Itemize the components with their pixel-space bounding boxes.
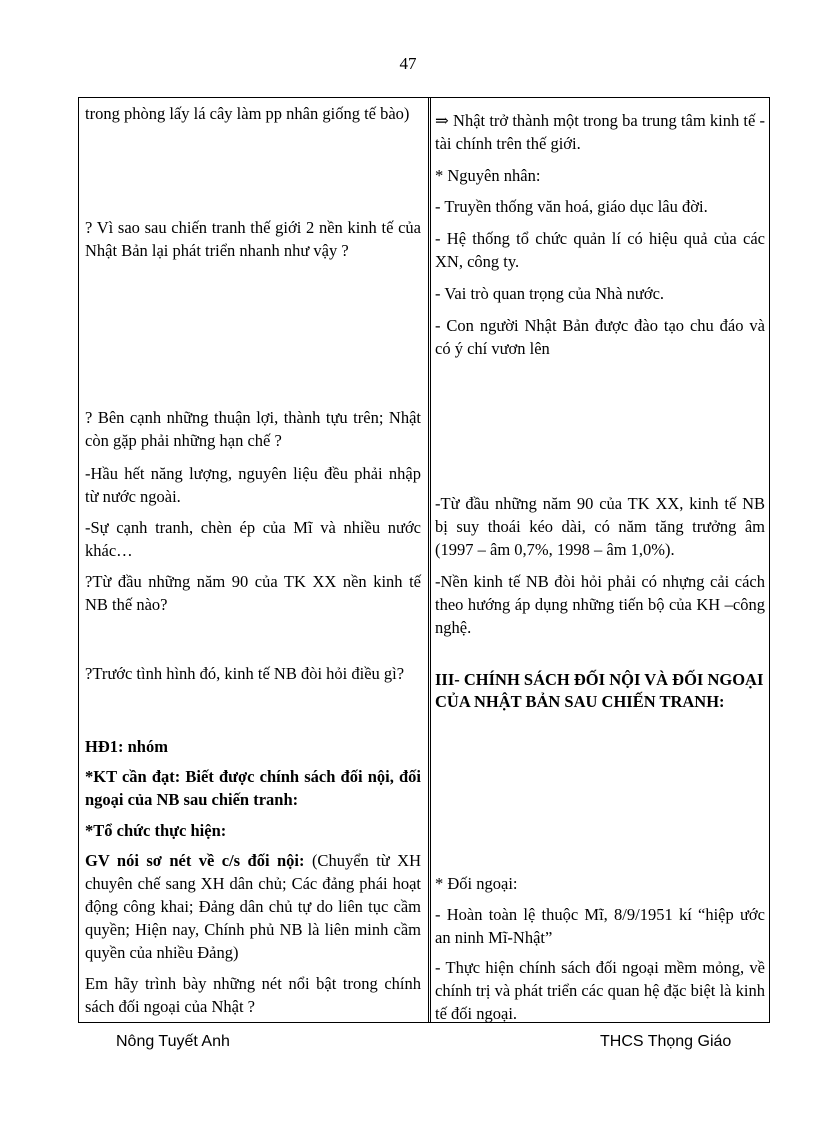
lesson-table	[78, 97, 770, 1023]
column-divider	[428, 98, 431, 1022]
right-conclusion-text: Nhật trở thành một trong ba trung tâm kinh tế - tài chính trên thế giới.	[435, 111, 766, 153]
right-foreign-1: - Hoàn toàn lệ thuộc Mĩ, 8/9/1951 kí “hiệp ước an ninh Mĩ-Nhật”	[435, 905, 765, 947]
left-gv-text	[85, 849, 421, 964]
left-text-1: trong phòng lấy lá cây làm pp nhân giống tế bào)	[85, 104, 410, 123]
footer-school: THCS Thọng Giáo	[600, 1033, 732, 1050]
gv-label: GV nói sơ nét về c/s đối nội:	[85, 851, 305, 870]
footer-author: Nông Tuyết Anh	[116, 1033, 230, 1050]
gv-content: (Chuyển từ XH chuyên chế sang XH dân chủ; Các đảng phái hoạt động công khai; Đảng dân chủ tự do liên tục cầm quyền; Hiện nay, Chính phủ NB là liên minh cầm quyền của nhiều Đảng)	[85, 851, 421, 962]
left-question-3: ?Từ đầu những năm 90 của TK XX nền kinh tế NB thế nào?	[85, 572, 421, 614]
right-cause-heading: * Nguyên nhân:	[435, 166, 541, 185]
left-question-5: Em hãy trình bày những nét nổi bật trong chính sách đối ngoại của Nhật ?	[85, 974, 421, 1016]
right-reform: -Nền kinh tế NB đòi hỏi phải có nhựng cải cách theo hướng áp dụng những tiến bộ của KH –công nghệ.	[435, 572, 765, 637]
left-question-1: ? Vì sao sau chiến tranh thế giới 2 nền kinh tế của Nhật Bản lại phát triển nhanh như vậy ?	[85, 218, 421, 260]
page-number: 47	[399, 54, 417, 73]
arrow-icon: ⇒	[435, 111, 449, 130]
right-conclusion	[435, 109, 765, 155]
right-foreign-2: - Thực hiện chính sách đối ngoại mềm mỏng, về chính trị và phát triển các quan hệ đặc biệt là kinh tế đối ngoại.	[435, 958, 765, 1023]
left-activity-heading: HĐ1: nhóm	[85, 737, 168, 756]
right-cause-2: - Hệ thống tổ chức quản lí có hiệu quả của các XN, công ty.	[435, 229, 765, 271]
left-question-4: ?Trước tình hình đó, kinh tế NB đòi hỏi điều gì?	[85, 664, 405, 683]
left-objective: *KT cần đạt: Biết được chính sách đối nội, đối ngoại của NB sau chiến tranh:	[85, 767, 421, 809]
right-foreign-heading: * Đối ngoại:	[435, 874, 518, 893]
right-cause-4: - Con người Nhật Bản được đào tạo chu đáo và có ý chí vươn lên	[435, 316, 765, 358]
section-heading: III- CHÍNH SÁCH ĐỐI NỘI VÀ ĐỐI NGOẠI CỦA NHẬT BẢN SAU CHIẾN TRANH:	[435, 670, 764, 711]
left-organize: *Tổ chức thực hiện:	[85, 821, 227, 840]
right-cause-1: - Truyền thống văn hoá, giáo dục lâu đời.	[435, 197, 708, 216]
right-recession: -Từ đầu những năm 90 của TK XX, kinh tế NB bị suy thoái kéo dài, có năm tăng trưởng âm (1997 – âm 0,7%, 1998 – âm 1,0%).	[435, 494, 765, 559]
left-question-2: ? Bên cạnh những thuận lợi, thành tựu trên; Nhật còn gặp phải những hạn chế ?	[85, 408, 421, 450]
left-text-2: -Hầu hết năng lượng, nguyên liệu đều phải nhập từ nước ngoài.	[85, 464, 421, 506]
left-text-3: -Sự cạnh tranh, chèn ép của Mĩ và nhiều nước khác…	[85, 518, 421, 560]
right-cause-3: - Vai trò quan trọng của Nhà nước.	[435, 284, 665, 303]
